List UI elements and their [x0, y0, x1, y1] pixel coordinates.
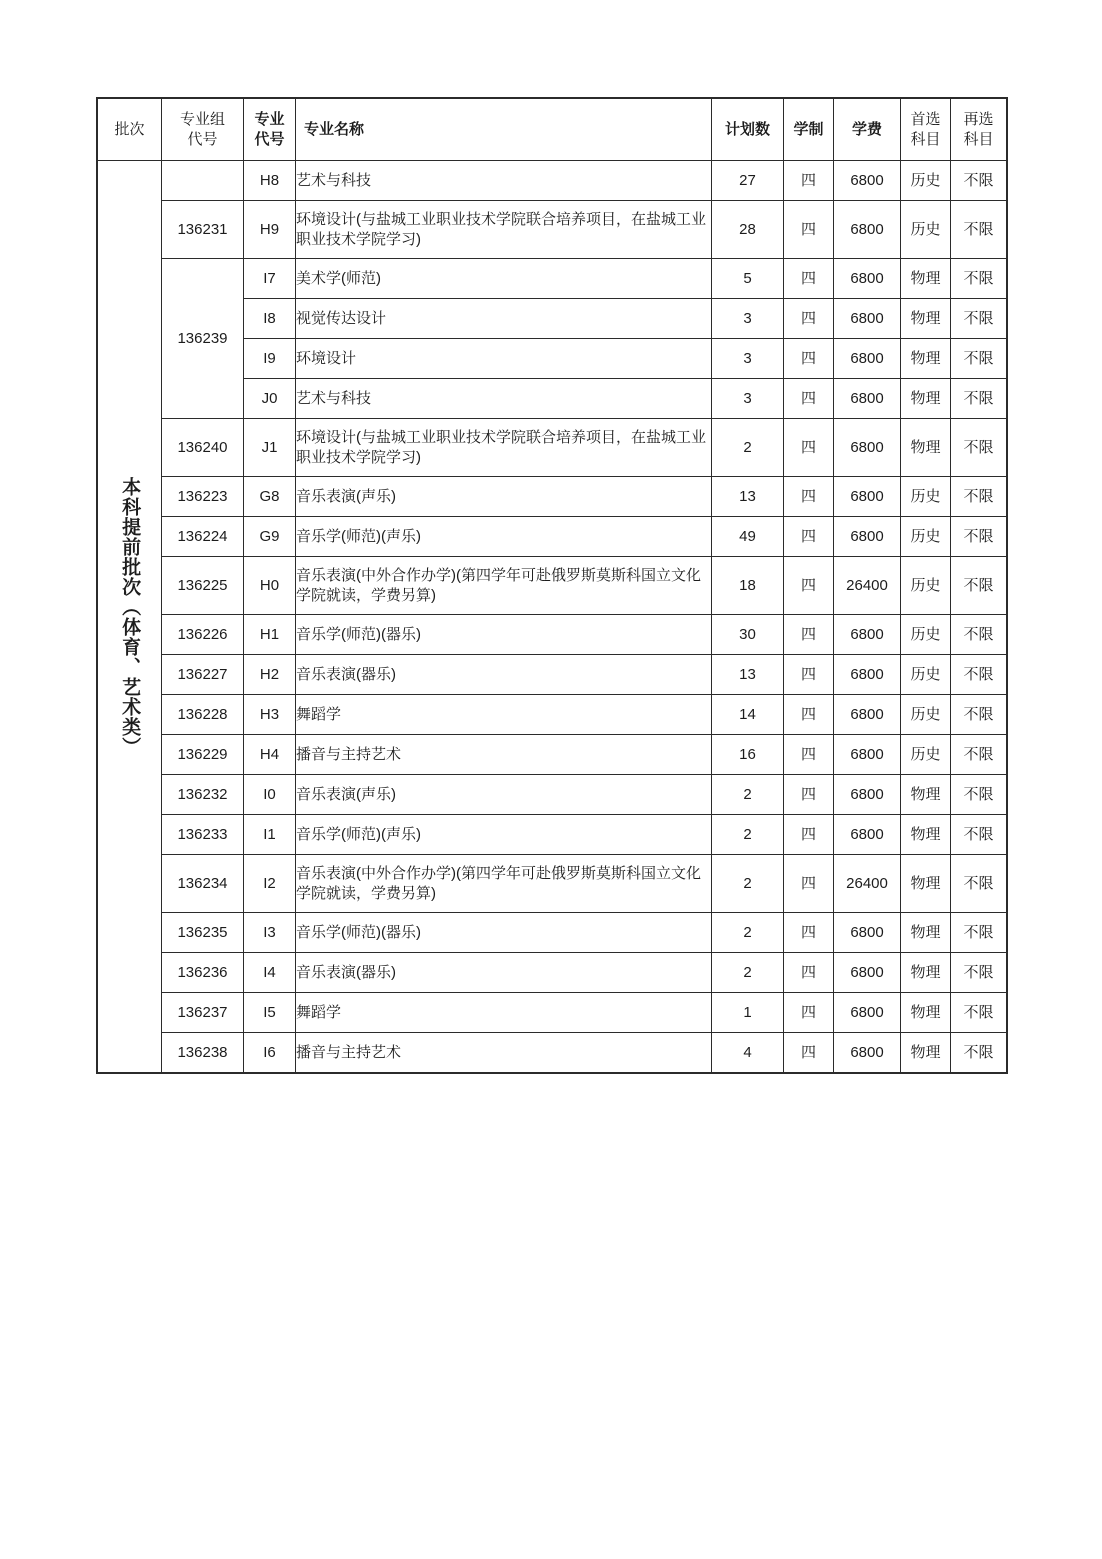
plan-count-cell: 5: [712, 259, 784, 299]
major-name-cell: 音乐表演(器乐): [296, 655, 712, 695]
group-code-cell: 136238: [162, 1033, 244, 1073]
group-code-cell: 136236: [162, 953, 244, 993]
group-code-cell: 136239: [162, 259, 244, 419]
second-subject-cell: 不限: [951, 695, 1007, 735]
major-name-cell: 舞蹈学: [296, 695, 712, 735]
major-name-cell: 音乐学(师范)(器乐): [296, 913, 712, 953]
plan-count-cell: 1: [712, 993, 784, 1033]
group-code-cell: 136226: [162, 615, 244, 655]
duration-cell: 四: [784, 259, 834, 299]
table-row: [98, 517, 1007, 557]
first-subject-cell: 物理: [901, 419, 951, 477]
major-code-cell: J0: [244, 379, 296, 419]
plan-count-cell: 4: [712, 1033, 784, 1073]
major-code-cell: H3: [244, 695, 296, 735]
plan-count-cell: 28: [712, 201, 784, 259]
tuition-cell: 6800: [834, 201, 901, 259]
table-row: [98, 815, 1007, 855]
duration-cell: 四: [784, 775, 834, 815]
header-row: [98, 99, 1007, 161]
tuition-cell: 6800: [834, 953, 901, 993]
major-code-cell: I3: [244, 913, 296, 953]
first-subject-cell: 物理: [901, 993, 951, 1033]
plan-count-cell: 14: [712, 695, 784, 735]
tuition-cell: 6800: [834, 695, 901, 735]
major-code-cell: I7: [244, 259, 296, 299]
table-row: [98, 477, 1007, 517]
plan-count-cell: 16: [712, 735, 784, 775]
first-subject-cell: 历史: [901, 735, 951, 775]
batch-vertical-text-wrap: [98, 187, 161, 1047]
first-subject-cell: 物理: [901, 815, 951, 855]
major-code-cell: I5: [244, 993, 296, 1033]
column-header-major-code-line2: 代号: [254, 130, 285, 148]
tuition-cell: 6800: [834, 993, 901, 1033]
column-header-first-subject-line1: 首选: [910, 110, 941, 128]
second-subject-cell: 不限: [951, 259, 1007, 299]
duration-cell: 四: [784, 953, 834, 993]
major-code-cell: I9: [244, 339, 296, 379]
plan-count-cell: 2: [712, 953, 784, 993]
group-code-cell: 136234: [162, 855, 244, 913]
group-code-cell: 136224: [162, 517, 244, 557]
major-name-cell: 视觉传达设计: [296, 299, 712, 339]
major-name-cell: 艺术与科技: [296, 379, 712, 419]
first-subject-cell: 物理: [901, 259, 951, 299]
table-body: [98, 161, 1007, 1073]
first-subject-cell: 物理: [901, 379, 951, 419]
plan-count-cell: 13: [712, 477, 784, 517]
tuition-cell: 6800: [834, 655, 901, 695]
column-header-plan-count: 计划数: [712, 99, 784, 161]
column-header-major-name: 专业名称: [296, 99, 712, 161]
plan-count-cell: 3: [712, 379, 784, 419]
second-subject-cell: 不限: [951, 775, 1007, 815]
major-code-cell: I4: [244, 953, 296, 993]
major-code-cell: H0: [244, 557, 296, 615]
second-subject-cell: 不限: [951, 655, 1007, 695]
major-name-cell: 音乐学(师范)(声乐): [296, 815, 712, 855]
group-code-cell: [162, 161, 244, 201]
second-subject-cell: 不限: [951, 557, 1007, 615]
tuition-cell: 6800: [834, 775, 901, 815]
first-subject-cell: 历史: [901, 201, 951, 259]
plan-count-cell: 3: [712, 339, 784, 379]
duration-cell: 四: [784, 993, 834, 1033]
second-subject-cell: 不限: [951, 815, 1007, 855]
plan-count-cell: 2: [712, 419, 784, 477]
duration-cell: 四: [784, 913, 834, 953]
tuition-cell: 6800: [834, 259, 901, 299]
major-name-cell: 播音与主持艺术: [296, 735, 712, 775]
table-row: [98, 259, 1007, 299]
major-name-cell: 音乐学(师范)(声乐): [296, 517, 712, 557]
first-subject-cell: 历史: [901, 695, 951, 735]
group-code-cell: 136237: [162, 993, 244, 1033]
first-subject-cell: 历史: [901, 517, 951, 557]
table-row: [98, 913, 1007, 953]
table-row: [98, 993, 1007, 1033]
column-header-second-subject-line1: 再选: [963, 110, 994, 128]
plan-count-cell: 2: [712, 815, 784, 855]
table-row: [98, 775, 1007, 815]
tuition-cell: 26400: [834, 855, 901, 913]
plan-count-cell: 27: [712, 161, 784, 201]
duration-cell: 四: [784, 855, 834, 913]
second-subject-cell: 不限: [951, 419, 1007, 477]
duration-cell: 四: [784, 201, 834, 259]
major-code-cell: H4: [244, 735, 296, 775]
table-row: [98, 855, 1007, 913]
table-row: [98, 161, 1007, 201]
major-code-cell: I2: [244, 855, 296, 913]
major-name-cell: 音乐学(师范)(器乐): [296, 615, 712, 655]
column-header-group-code: [162, 99, 244, 161]
major-name-cell: 环境设计(与盐城工业职业技术学院联合培养项目，在盐城工业职业技术学院学习): [296, 201, 712, 259]
group-code-cell: 136235: [162, 913, 244, 953]
major-code-cell: I1: [244, 815, 296, 855]
table-row: [98, 655, 1007, 695]
major-name-cell: 音乐表演(中外合作办学)(第四学年可赴俄罗斯莫斯科国立文化学院就读，学费另算): [296, 557, 712, 615]
major-name-cell: 环境设计(与盐城工业职业技术学院联合培养项目，在盐城工业职业技术学院学习): [296, 419, 712, 477]
table-row: [98, 735, 1007, 775]
plan-count-cell: 30: [712, 615, 784, 655]
first-subject-cell: 物理: [901, 913, 951, 953]
table-row: [98, 557, 1007, 615]
table-row: [98, 695, 1007, 735]
column-header-tuition: 学费: [834, 99, 901, 161]
column-header-first-subject: [901, 99, 951, 161]
plan-count-cell: 49: [712, 517, 784, 557]
tuition-cell: 6800: [834, 477, 901, 517]
major-name-cell: 音乐表演(器乐): [296, 953, 712, 993]
second-subject-cell: 不限: [951, 299, 1007, 339]
group-code-cell: 136232: [162, 775, 244, 815]
first-subject-cell: 历史: [901, 655, 951, 695]
column-header-major-code-line1: 专业: [254, 110, 285, 128]
duration-cell: 四: [784, 477, 834, 517]
first-subject-cell: 物理: [901, 1033, 951, 1073]
tuition-cell: 6800: [834, 339, 901, 379]
first-subject-cell: 历史: [901, 615, 951, 655]
column-header-group-code-line1: 专业组: [179, 110, 225, 128]
tuition-cell: 6800: [834, 815, 901, 855]
major-name-cell: 音乐表演(中外合作办学)(第四学年可赴俄罗斯莫斯科国立文化学院就读，学费另算): [296, 855, 712, 913]
table-row: [98, 1033, 1007, 1073]
batch-label: 本科提前批次（体育、艺术类）: [119, 476, 141, 757]
group-code-cell: 136228: [162, 695, 244, 735]
major-name-cell: 播音与主持艺术: [296, 1033, 712, 1073]
duration-cell: 四: [784, 695, 834, 735]
column-header-second-subject-line2: 科目: [963, 130, 994, 148]
duration-cell: 四: [784, 1033, 834, 1073]
second-subject-cell: 不限: [951, 517, 1007, 557]
plan-count-cell: 2: [712, 913, 784, 953]
group-code-cell: 136227: [162, 655, 244, 695]
admission-plan-table: [97, 98, 1007, 1073]
major-name-cell: 艺术与科技: [296, 161, 712, 201]
duration-cell: 四: [784, 815, 834, 855]
first-subject-cell: 物理: [901, 299, 951, 339]
group-code-cell: 136240: [162, 419, 244, 477]
major-name-cell: 音乐表演(声乐): [296, 477, 712, 517]
plan-count-cell: 13: [712, 655, 784, 695]
tuition-cell: 26400: [834, 557, 901, 615]
table-header: [98, 99, 1007, 161]
duration-cell: 四: [784, 299, 834, 339]
column-header-first-subject-line2: 科目: [910, 130, 941, 148]
second-subject-cell: 不限: [951, 855, 1007, 913]
plan-count-cell: 18: [712, 557, 784, 615]
first-subject-cell: 历史: [901, 557, 951, 615]
plan-count-cell: 2: [712, 855, 784, 913]
second-subject-cell: 不限: [951, 735, 1007, 775]
group-code-cell: 136225: [162, 557, 244, 615]
column-header-major-code: [244, 99, 296, 161]
duration-cell: 四: [784, 557, 834, 615]
second-subject-cell: 不限: [951, 477, 1007, 517]
major-name-cell: 舞蹈学: [296, 993, 712, 1033]
table-row: [98, 953, 1007, 993]
tuition-cell: 6800: [834, 517, 901, 557]
first-subject-cell: 历史: [901, 161, 951, 201]
tuition-cell: 6800: [834, 299, 901, 339]
column-header-group-code-line2: 代号: [187, 130, 218, 148]
first-subject-cell: 物理: [901, 953, 951, 993]
table-row: [98, 419, 1007, 477]
group-code-cell: 136223: [162, 477, 244, 517]
tuition-cell: 6800: [834, 913, 901, 953]
table-row: [98, 615, 1007, 655]
second-subject-cell: 不限: [951, 379, 1007, 419]
duration-cell: 四: [784, 379, 834, 419]
major-name-cell: 环境设计: [296, 339, 712, 379]
major-code-cell: I6: [244, 1033, 296, 1073]
tuition-cell: 6800: [834, 615, 901, 655]
duration-cell: 四: [784, 517, 834, 557]
first-subject-cell: 物理: [901, 775, 951, 815]
group-code-cell: 136233: [162, 815, 244, 855]
tuition-cell: 6800: [834, 379, 901, 419]
second-subject-cell: 不限: [951, 161, 1007, 201]
major-code-cell: G9: [244, 517, 296, 557]
tuition-cell: 6800: [834, 161, 901, 201]
major-code-cell: G8: [244, 477, 296, 517]
second-subject-cell: 不限: [951, 953, 1007, 993]
second-subject-cell: 不限: [951, 993, 1007, 1033]
major-code-cell: I8: [244, 299, 296, 339]
first-subject-cell: 物理: [901, 339, 951, 379]
major-code-cell: H9: [244, 201, 296, 259]
duration-cell: 四: [784, 655, 834, 695]
major-name-cell: 美术学(师范): [296, 259, 712, 299]
admission-plan-table-container: [97, 98, 1006, 1073]
second-subject-cell: 不限: [951, 1033, 1007, 1073]
second-subject-cell: 不限: [951, 615, 1007, 655]
first-subject-cell: 历史: [901, 477, 951, 517]
duration-cell: 四: [784, 339, 834, 379]
plan-count-cell: 3: [712, 299, 784, 339]
second-subject-cell: 不限: [951, 913, 1007, 953]
duration-cell: 四: [784, 735, 834, 775]
major-code-cell: J1: [244, 419, 296, 477]
major-code-cell: H2: [244, 655, 296, 695]
group-code-cell: 136229: [162, 735, 244, 775]
plan-count-cell: 2: [712, 775, 784, 815]
tuition-cell: 6800: [834, 1033, 901, 1073]
second-subject-cell: 不限: [951, 201, 1007, 259]
column-header-duration: 学制: [784, 99, 834, 161]
second-subject-cell: 不限: [951, 339, 1007, 379]
duration-cell: 四: [784, 615, 834, 655]
tuition-cell: 6800: [834, 735, 901, 775]
tuition-cell: 6800: [834, 419, 901, 477]
major-code-cell: H8: [244, 161, 296, 201]
major-code-cell: I0: [244, 775, 296, 815]
duration-cell: 四: [784, 419, 834, 477]
batch-cell: [98, 161, 162, 1073]
group-code-cell: 136231: [162, 201, 244, 259]
major-code-cell: H1: [244, 615, 296, 655]
duration-cell: 四: [784, 161, 834, 201]
major-name-cell: 音乐表演(声乐): [296, 775, 712, 815]
column-header-batch: 批次: [98, 99, 162, 161]
column-header-second-subject: [951, 99, 1007, 161]
first-subject-cell: 物理: [901, 855, 951, 913]
table-row: [98, 201, 1007, 259]
